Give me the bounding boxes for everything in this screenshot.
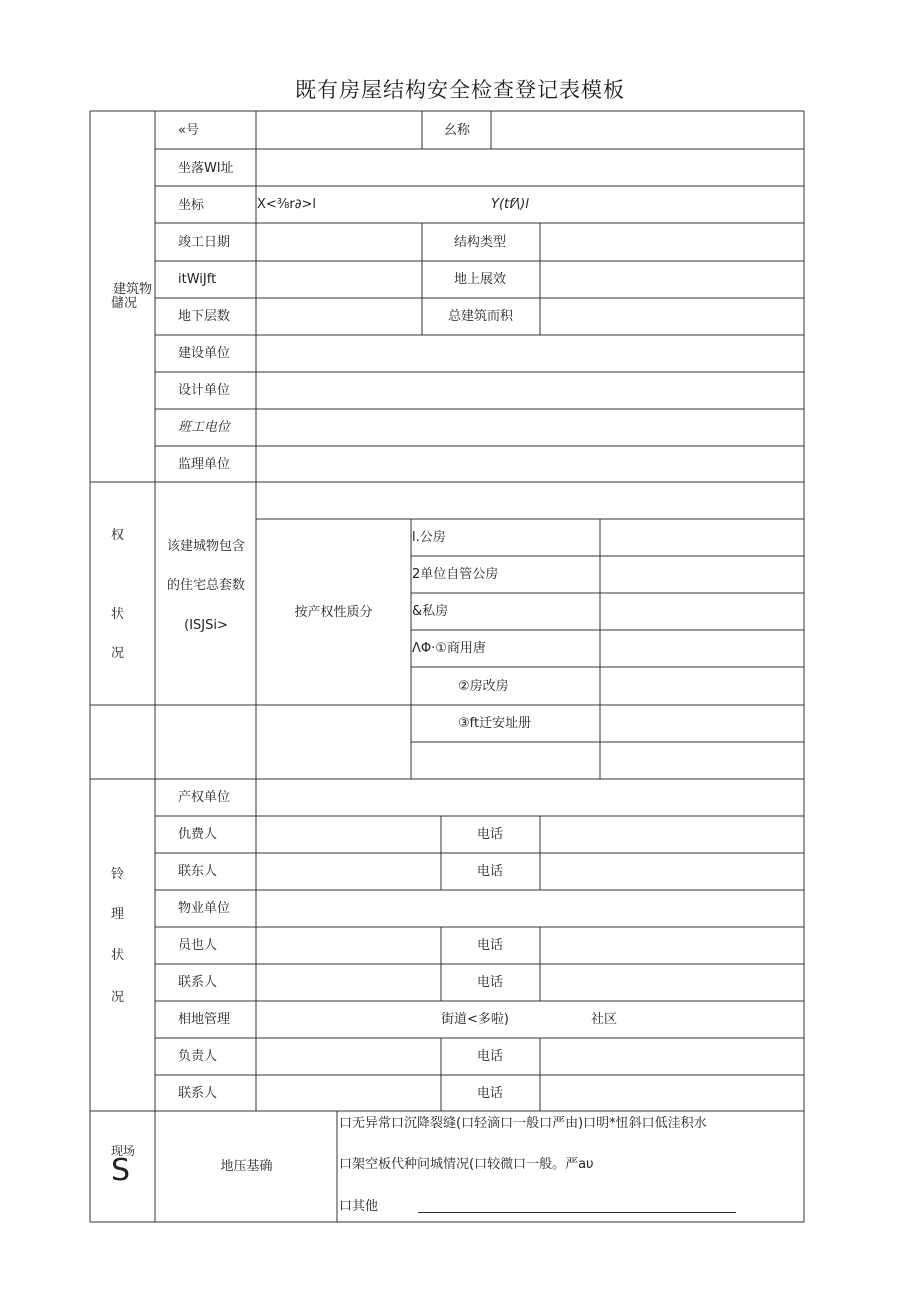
management-label-3: 状 bbox=[111, 948, 125, 963]
phone-label-3: 电话 bbox=[477, 938, 504, 953]
inspection-line-2: 口架空板代种问城情况(口较微口一般。严aυ bbox=[339, 1157, 594, 1172]
completion-date-label: 竣工日期 bbox=[178, 235, 231, 250]
responsible-label-1: 仇费人 bbox=[178, 827, 218, 842]
coordinate-label: 坐标 bbox=[178, 198, 205, 213]
builder-label: 建设单位 bbox=[178, 346, 231, 361]
contact-label-2: 联系人 bbox=[178, 975, 218, 990]
ownership-label-2: 状 bbox=[111, 607, 125, 622]
units-total-label-3: (ISJSi> bbox=[184, 618, 228, 633]
management-label-1: 铃 bbox=[111, 867, 125, 882]
contact-label-3: 联系人 bbox=[178, 1086, 218, 1101]
local-management-label: 相地管理 bbox=[178, 1012, 231, 1027]
management-label-4: 况 bbox=[111, 990, 125, 1005]
property-item-1: l.公房 bbox=[412, 530, 446, 545]
site-label: 现场 bbox=[111, 1144, 136, 1158]
section-label-building: 建筑物 bbox=[113, 282, 153, 297]
inspection-line-3: 口其他 bbox=[339, 1199, 379, 1214]
foundation-label: 地压基确 bbox=[220, 1159, 273, 1174]
supervisor-label: 监理单位 bbox=[178, 457, 231, 472]
responsible-label-2: 员也人 bbox=[178, 938, 218, 953]
total-area-label: 总建筑而积 bbox=[448, 309, 514, 324]
coordinate-x: X<⅜r∂>l bbox=[257, 197, 316, 212]
responsible-label-3: 负责人 bbox=[178, 1049, 218, 1064]
other-underline[interactable] bbox=[418, 1212, 736, 1213]
by-property-label: 按产权性质分 bbox=[294, 605, 373, 620]
property-item-3: &私房 bbox=[412, 604, 449, 619]
units-total-label-2: 的住宅总套数 bbox=[166, 578, 245, 593]
ownership-label-3: 况 bbox=[111, 646, 125, 661]
page-title: 既有房屋结构安全检查登记表模板 bbox=[295, 78, 625, 102]
street-label: 街道<多啦) bbox=[441, 1012, 509, 1027]
estate-unit-label: 物业单位 bbox=[178, 901, 231, 916]
section-label-building-2: 儲况 bbox=[111, 296, 138, 311]
property-item-6: ③ft迁安址册 bbox=[458, 716, 532, 731]
phone-label-6: 电话 bbox=[477, 1086, 504, 1101]
phone-label-2: 电话 bbox=[477, 864, 504, 879]
management-label-2: 理 bbox=[111, 907, 125, 922]
property-item-2: 2单位自管公房 bbox=[412, 567, 499, 582]
floors-above-label: 地上展效 bbox=[454, 272, 507, 287]
phone-label-1: 电话 bbox=[477, 827, 504, 842]
constructor-label: 班工电位 bbox=[178, 420, 231, 435]
phone-label-4: 电话 bbox=[477, 975, 504, 990]
site-label-large: S bbox=[111, 1153, 131, 1188]
community-label: 社区 bbox=[591, 1012, 618, 1027]
number-label: «号 bbox=[178, 123, 199, 138]
structure-type-label: 结构类型 bbox=[454, 235, 507, 250]
property-unit-label: 产权单位 bbox=[178, 790, 231, 805]
inspection-line-1: 口无异常口沉降裂缝(口轻滴口一般口严由)口明*忸斜口低洼积水 bbox=[339, 1116, 707, 1131]
phone-label-5: 电话 bbox=[477, 1049, 504, 1064]
property-item-5: ②房改房 bbox=[458, 679, 509, 694]
coordinate-y: Y(tf⁄\)l bbox=[491, 197, 529, 212]
name-label: 幺称 bbox=[444, 123, 471, 138]
address-label: 坐落Wl址 bbox=[178, 161, 234, 176]
units-total-label-1: 该建城物包含 bbox=[166, 539, 245, 554]
contact-label-1: 联东人 bbox=[178, 864, 218, 879]
ownership-label-1: 权 bbox=[111, 528, 125, 543]
usage-label: itWiJft bbox=[178, 272, 217, 287]
floors-below-label: 地下层数 bbox=[178, 309, 231, 324]
property-item-4: ΛΦ·①商用唐 bbox=[412, 641, 486, 656]
designer-label: 设计单位 bbox=[178, 383, 231, 398]
